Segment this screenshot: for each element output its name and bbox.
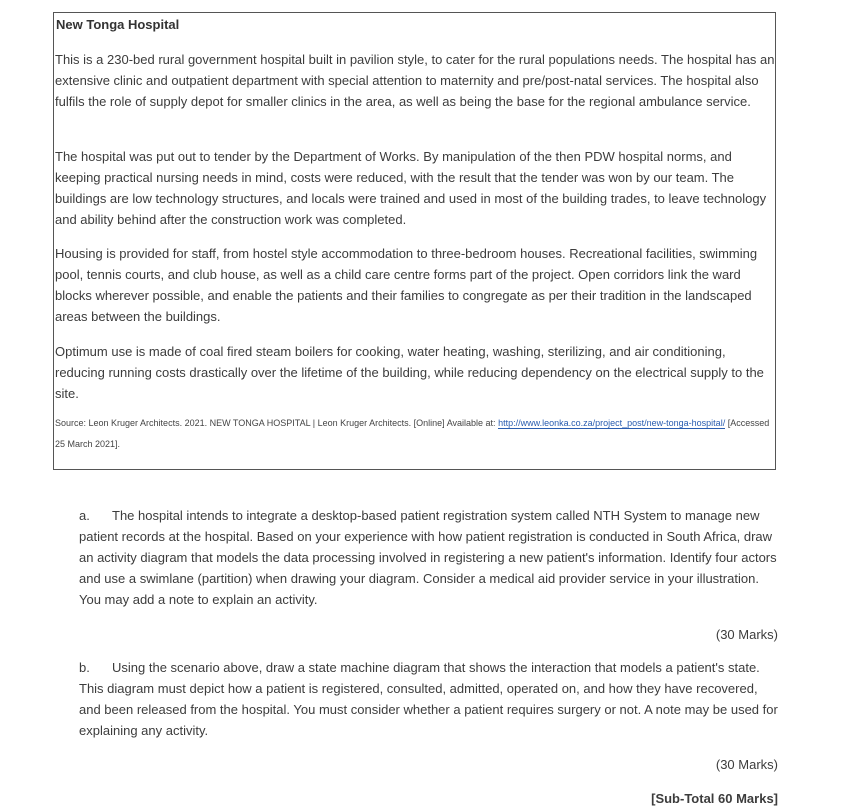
question-a [79,505,779,610]
case-paragraph: Optimum use is made of coal fired steam boilers for cooking, water heating, washing, sterilizing, and air conditioning, reducing running costs drastically over the lifetime of the building, while reducing dependency on the electrical supply to the site. [55,344,764,401]
question-b-marks: (30 Marks) [715,757,778,772]
case-paragraph: Housing is provided for staff, from hostel style accommodation to three-bedroom houses. Recreational facilities, swimming pool, tennis courts, and club house, as well as a child care centre forms part of the project. Open corridors link the ward blocks wherever possible, and enable the patients and their families to congregate as per their tradition in the landscaped areas between the buildings. [55,246,758,324]
question-letter: b. [79,660,90,675]
source-prefix: Source: Leon Kruger Architects. 2021. NEW TONGA HOSPITAL | Leon Kruger Architects. [Online] Available at: [55,418,499,428]
case-paragraph: The hospital was put out to tender by the Department of Works. By manipulation of the then PDW hospital norms, and keeping practical nursing needs in mind, costs were reduced, with the result that the tender was won by our team. The buildings are low technology structures, and locals were trained and used in most of the building trades, to leave technology and ability behind after the construction work was completed. [55,149,767,227]
case-paragraph: This is a 230-bed rural government hospital built in pavilion style, to cater for the rural populations needs. The hospital has an extensive clinic and outpatient department with special attention to maternity and pre/post-natal services. The hospital also fulfils the role of supply depot for smaller clinics in the area, as well as being the base for the regional ambulance service. [55,52,775,109]
question-text: The hospital intends to integrate a desktop-based patient registration system called NTH System to manage new patient records at the hospital. Based on your experience with how patient registration is conducted in South Africa, draw an activity diagram that models the data processing involved in registering a new patient's information. Identify four actors and use a swimlane (partition) when drawing your diagram. Consider a medical aid provider service in your illustration. You may add a note to explain an activity. [79,508,777,607]
case-study-title: New Tonga Hospital [56,17,180,32]
source-suffix: [Accessed 25 March 2021]. [55,418,770,449]
case-study-box [53,12,776,470]
source-link[interactable]: http://www.leonka.co.za/project_post/new-tonga-hospital/ [498,418,726,428]
sub-total-marks: [Sub-Total 60 Marks] [651,791,778,806]
question-a-marks: (30 Marks) [715,627,778,642]
question-letter: a. [79,508,90,523]
source-citation [55,413,775,455]
question-b [79,657,779,741]
question-text: Using the scenario above, draw a state machine diagram that shows the interaction that models a patient's state. This diagram must depict how a patient is registered, consulted, admitted, operated on, and how they have recovered, and been released from the hospital. You must consider whether a patient requires surgery or not. A note may be used for explaining any activity. [79,660,778,738]
